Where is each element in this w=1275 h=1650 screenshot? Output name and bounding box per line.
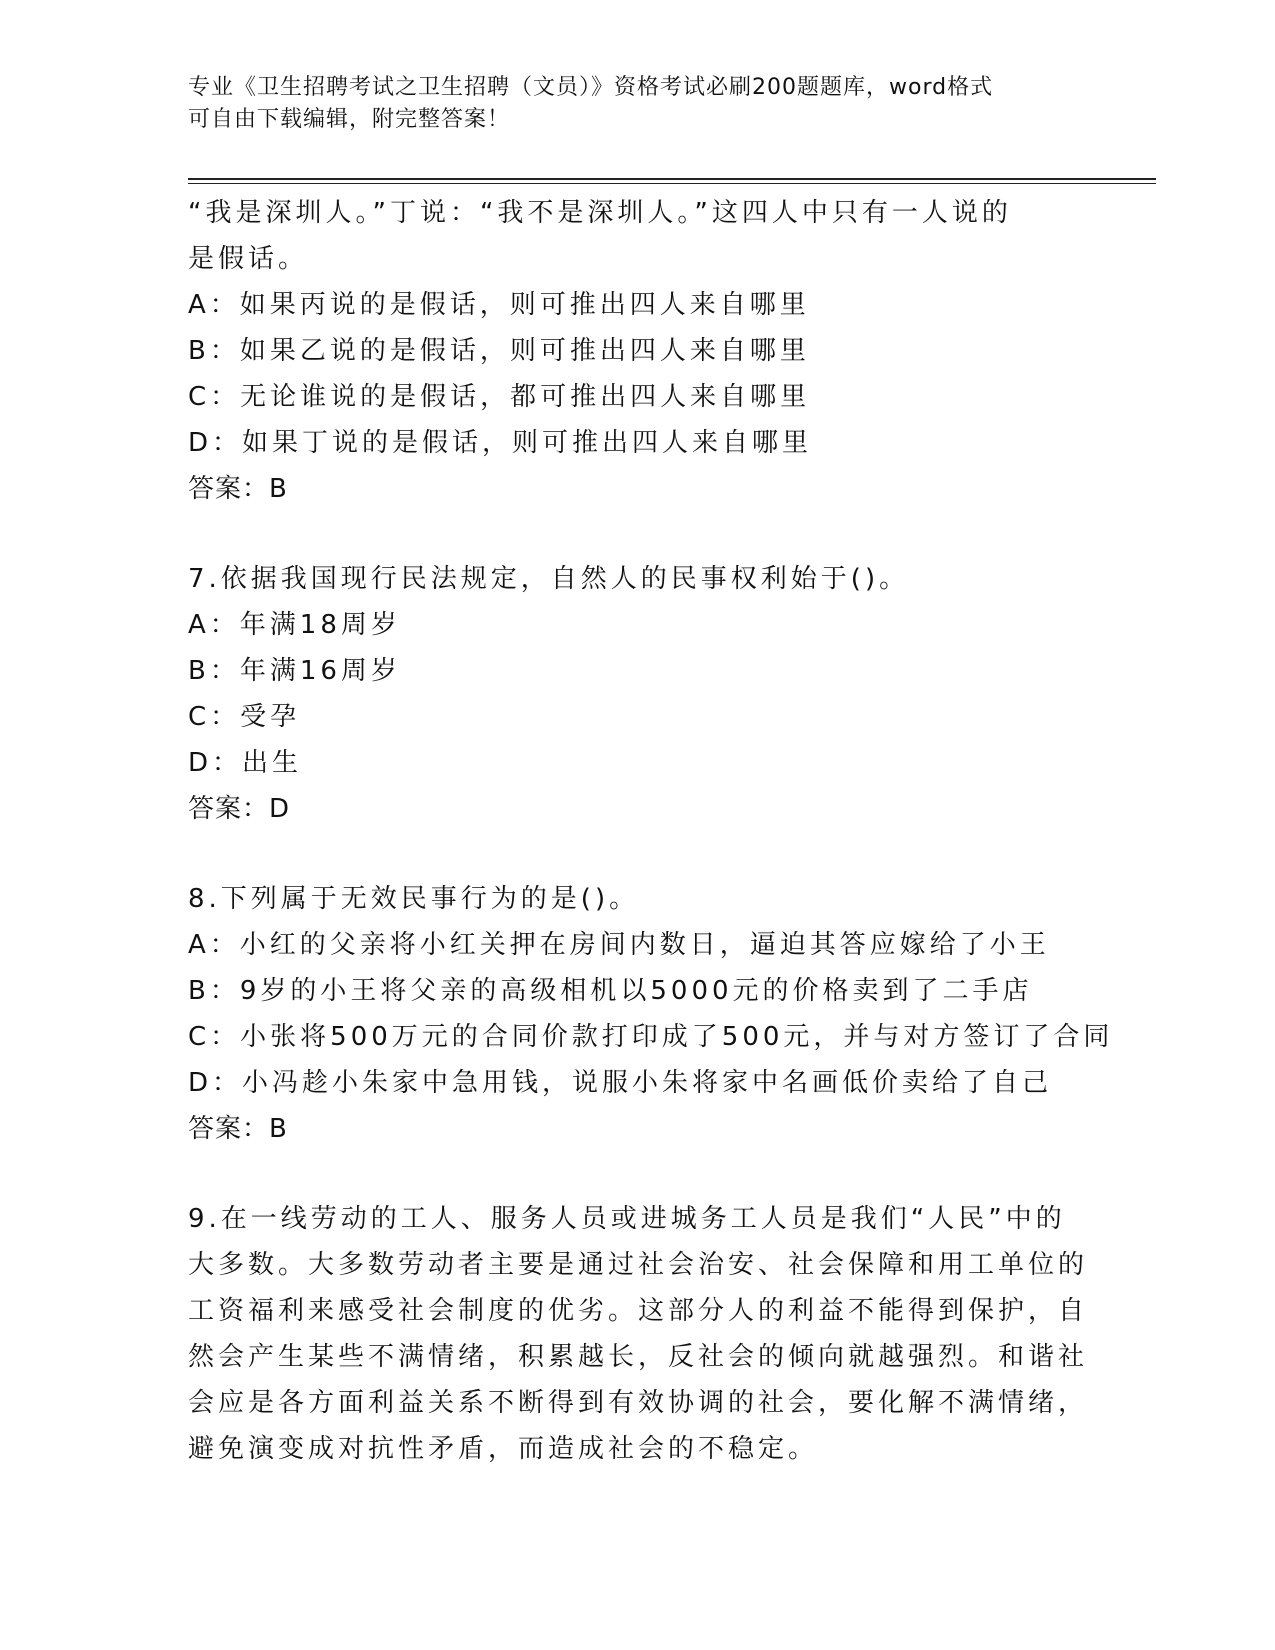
question-8-option-d: D：小冯趁小朱家中急用钱，说服小朱将家中名画低价卖给了自己: [188, 1068, 1053, 1098]
question-6-stem-line-1: “我是深圳人。”丁说：“我不是深圳人。”这四人中只有一人说的: [188, 198, 1012, 228]
question-9-stem-line-6: 避免演变成对抗性矛盾，而造成社会的不稳定。: [188, 1434, 819, 1464]
question-7-option-b: B：年满16周岁: [188, 656, 401, 686]
question-8-option-b: B：9岁的小王将父亲的高级相机以5000元的价格卖到了二手店: [188, 976, 1033, 1006]
question-6-option-a: A：如果丙说的是假话，则可推出四人来自哪里: [188, 290, 810, 320]
question-6-block: [188, 190, 1108, 512]
question-6-option-d: D：如果丁说的是假话，则可推出四人来自哪里: [188, 428, 813, 458]
header-title-line-1: 专业《卫生招聘考试之卫生招聘（文员）》资格考试必刷200题题库，word格式: [188, 75, 994, 100]
question-9-block: [188, 1196, 1108, 1472]
question-9-stem-line-2: 大多数。大多数劳动者主要是通过社会治安、社会保障和用工单位的: [188, 1250, 1089, 1280]
question-8-answer: 答案：B: [188, 1114, 288, 1144]
question-8-stem: 8.下列属于无效民事行为的是()。: [188, 884, 640, 914]
question-7-option-a: A：年满18周岁: [188, 610, 401, 640]
question-7-option-c: C：受孕: [188, 702, 301, 732]
question-7-block: [188, 556, 1108, 832]
question-spacer: [188, 512, 1108, 556]
question-6-option-b: B：如果乙说的是假话，则可推出四人来自哪里: [188, 336, 810, 366]
question-9-stem-line-5: 会应是各方面利益关系不断得到有效协调的社会，要化解不满情绪，: [188, 1388, 1089, 1418]
header-rule-thick: [188, 178, 1156, 180]
question-spacer: [188, 1152, 1108, 1196]
header-title-line-2: 可自由下载编辑，附完整答案！: [188, 107, 511, 132]
question-8-block: [188, 876, 1114, 1152]
question-6-answer: 答案：B: [188, 474, 288, 504]
question-6-option-c: C：无论谁说的是假话，都可推出四人来自哪里: [188, 382, 811, 412]
question-7-option-d: D：出生: [188, 748, 303, 778]
question-9-stem-line-4: 然会产生某些不满情绪，积累越长，反社会的倾向就越强烈。和谐社: [188, 1342, 1089, 1372]
question-7-answer: 答案：D: [188, 794, 291, 824]
question-9-stem-line-1: 9.在一线劳动的工人、服务人员或进城务工人员是我们“人民”中的: [188, 1204, 1066, 1234]
question-spacer: [188, 832, 1108, 876]
question-8-option-a: A：小红的父亲将小红关押在房间内数日，逼迫其答应嫁给了小王: [188, 930, 1050, 960]
document-header: [188, 72, 1068, 136]
question-6-stem-line-2: 是假话。: [188, 244, 309, 274]
question-content: [188, 190, 1114, 1472]
question-8-option-c: C：小张将500万元的合同价款打印成了500元，并与对方签订了合同: [188, 1022, 1114, 1052]
question-9-stem-line-3: 工资福利来感受社会制度的优劣。这部分人的利益不能得到保护，自: [188, 1296, 1089, 1326]
question-7-stem: 7.依据我国现行民法规定，自然人的民事权利始于()。: [188, 564, 910, 594]
header-rule-thin: [188, 183, 1156, 184]
